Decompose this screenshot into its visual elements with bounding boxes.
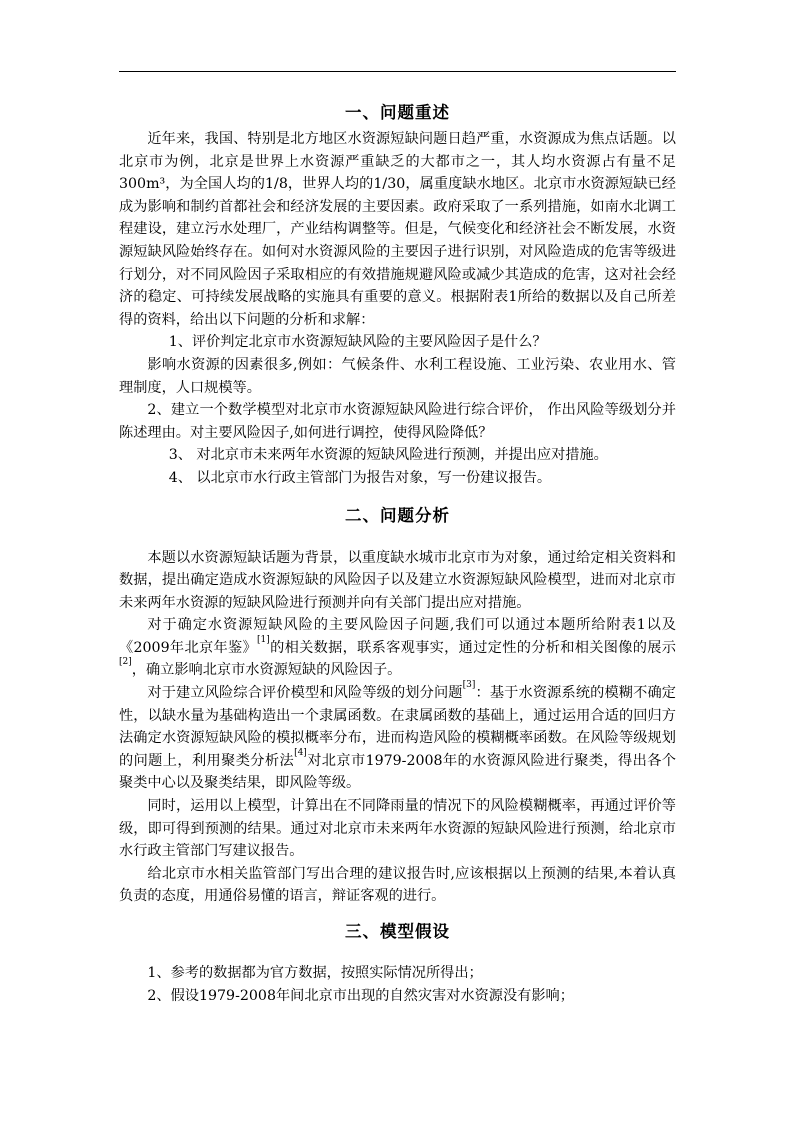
section-2-paragraph-5: 给北京市水相关监管部门写出合理的建议报告时,应该根据以上预测的结果,本着认真负责的态度，用通俗易懂的语言，辩证客观的进行。 [119,865,676,905]
assumption-1: 1、参考的数据都为官方数据，按照实际情况所得出； [147,965,483,981]
text-run: 对于建立风险综合评价模型和风险等级的划分问题 [147,685,463,702]
text-run: 对于确定水资源短缺风险的主要风险因子问题,我们可以通过本题所给附表1以及《2009年北京年鉴》 [119,617,676,656]
question-2: 2、建立一个数学模型对北京市水资源短缺风险进行综合评价， 作出风险等级划分并陈述理由。对主要风险因子,如何进行调控，使得风险降低？ [119,402,676,441]
assumption-2: 2、假设1979-2008年间北京市出现的自然灾害对水资源没有影响； [147,987,574,1004]
question-1: 1、评价判定北京市水资源短缺风险的主要风险因子是什么？ [168,334,547,351]
section-2-paragraph-3 [119,682,676,795]
question-3: 3、 对北京市未来两年水资源的短缺风险进行预测，并提出应对措施。 [168,447,608,464]
text-run: 对北京市1979-2008年的水资源风险进行聚类，得出各个聚类中心以及聚类结果，即风险等级。 [119,752,676,792]
citation-2: [2] [119,657,132,668]
section-2-title: 二、问题分析 [345,505,450,525]
question-4: 4、 以北京市水行政主管部门为报告对象，写一份建议报告。 [168,469,552,486]
section-1-title: 一、问题重述 [345,103,450,122]
citation-4: [4] [294,747,307,758]
section-2-paragraph-1: 本题以水资源短缺话题为背景，以重度缺水城市北京市为对象，通过给定相关资料和数据，提出确定造成水资源短缺的风险因子以及建立水资源短缺风险模型，进而对北京市未来两年水资源的短缺风险进行预测并向有关部门提出应对措施。 [119,549,676,611]
section-2-paragraph-4: 同时，运用以上模型，计算出在不同降雨量的情况下的风险模糊概率，再通过评价等级，即可得到预测的结果。通过对北京市未来两年水资源的短缺风险进行预测，给北京市水行政主管部门写建议报告。 [119,798,676,860]
question-1-detail: 影响水资源的因素很多,例如：气候条件、水利工程设施、工业污染、农业用水、管理制度，人口规模等。 [119,356,676,396]
text-run: ：基于水资源系统的模糊不确定性，以缺水量为基础构造出一个隶属函数。在隶属函数的基础上，通过运用合适的回归方法确定水资源短缺风险的模拟概率分布，进而构造风险的模糊概率函数。在风险等级规划的问题上，利用聚类分析法 [119,685,676,769]
header-rule [119,71,676,72]
citation-1: [1] [257,634,270,645]
document-body [119,98,676,1007]
section-3-title: 三、模型假设 [345,922,450,941]
text-run: ，确立影响北京市水资源短缺的风险因子。 [131,662,402,679]
section-2-paragraph-2 [119,614,676,682]
citation-3: [3] [462,680,476,691]
section-1-paragraph: 近年来，我国、特别是北方地区水资源短缺问题日趋严重，水资源成为焦点话题。以北京市为例，北京是世界上水资源严重缺乏的大都市之一，其人均水资源占有量不足300m³，为全国人均的1/8，世界人均的1/30，属重度缺水地区。北京市水资源短缺已经成为影响和制约首都社会和经济发展的主要因素。政府采取了一系列措施，如南水北调工程建设，建立污水处理厂，产业结构调整等。但是，气候变化和经济社会不断发展，水资源短缺风险始终存在。如何对水资源风险的主要因子进行识别，对风险造成的危害等级进行划分，对不同风险因子采取相应的有效措施规避风险或减少其造成的危害，这对社会经济的稳定、可持续发展战略的实施具有重要的意义。根据附表1所给的数据以及自己所差得的资料，给出以下问题的分析和求解： [119,131,676,328]
text-run: 的相关数据，联系客观事实，通过定性的分析和相关图像的展示 [269,639,676,656]
